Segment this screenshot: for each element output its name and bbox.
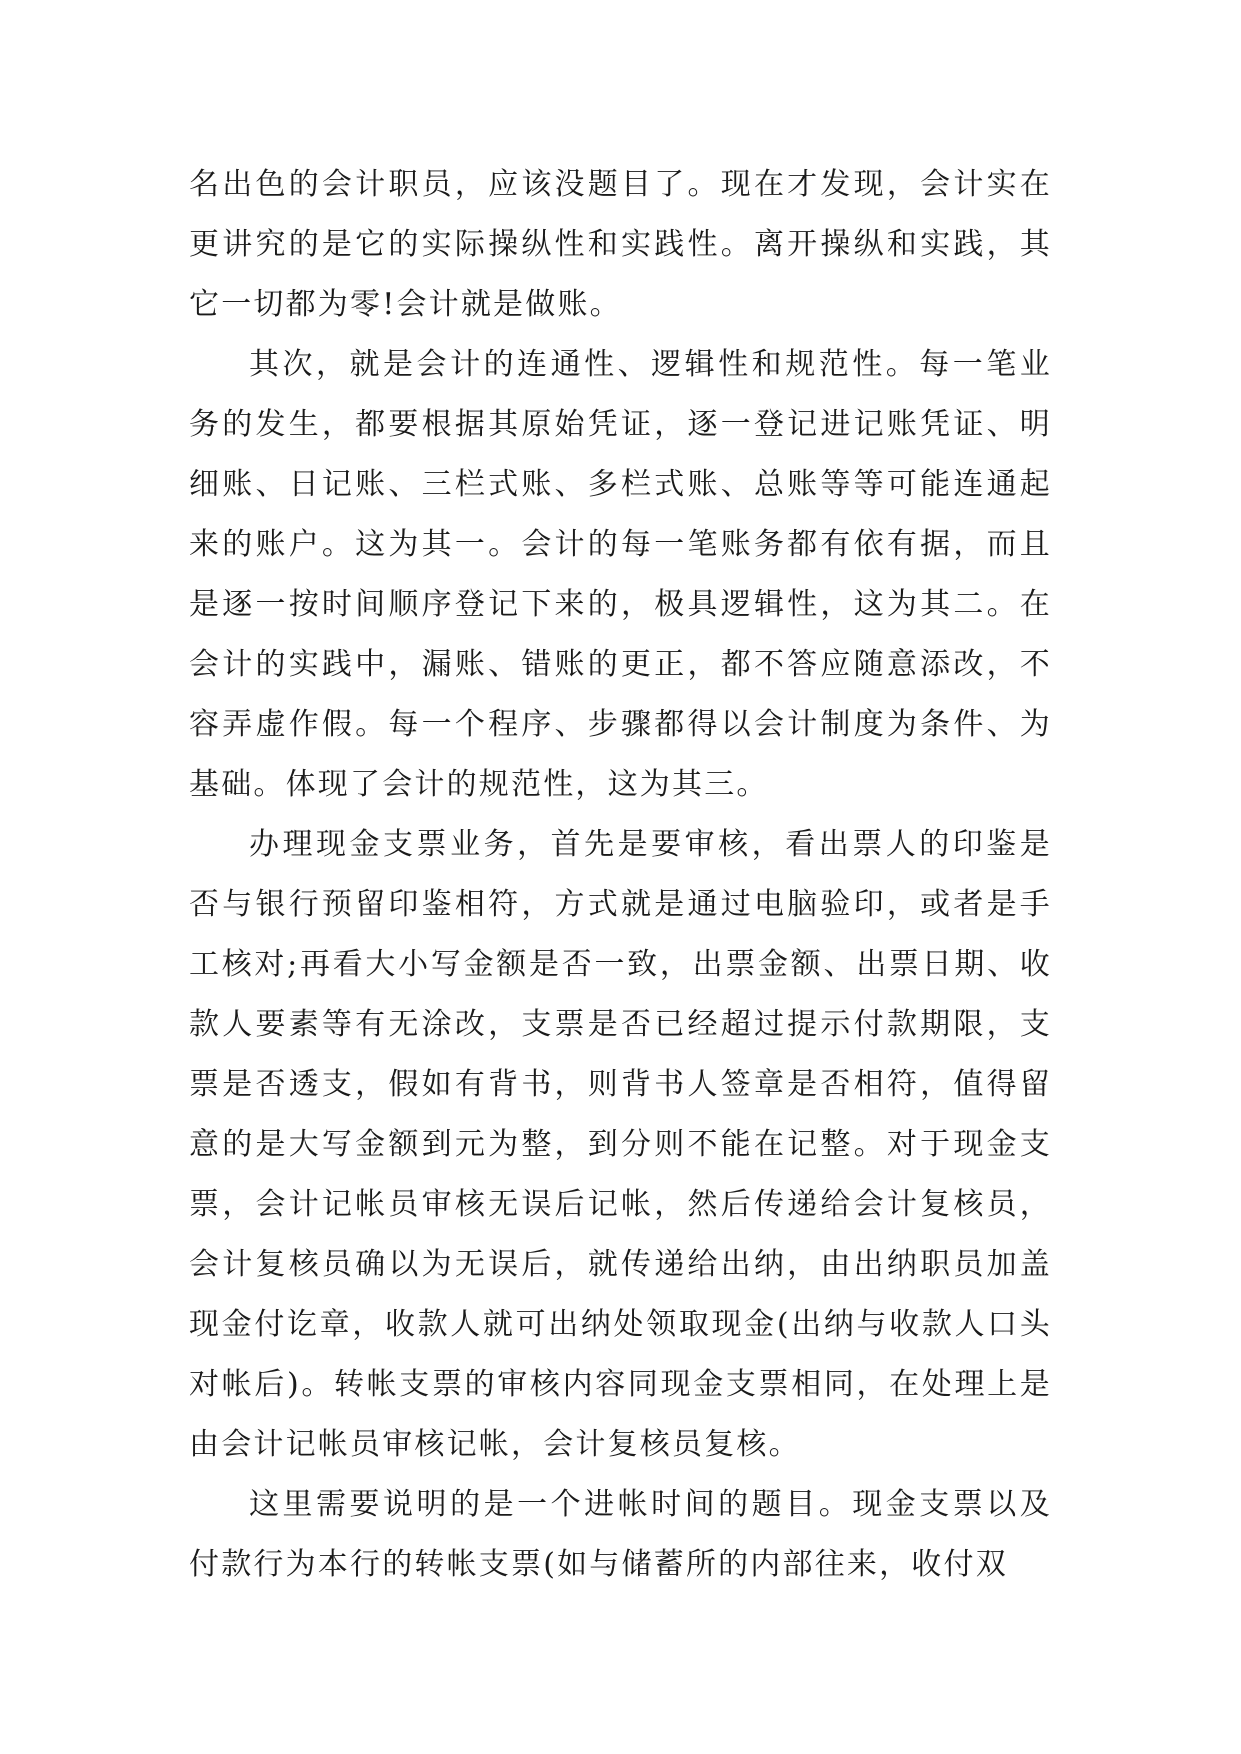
- paragraph-accounting-properties: 其次，就是会计的连通性、逻辑性和规范性。每一笔业务的发生，都要根据其原始凭证，逐一登记进记账凭证、明细账、日记账、三栏式账、多栏式账、总账等等可能连通起来的账户。这为其一。会计的每一笔账务都有依有据，而且是逐一按时间顺序登记下来的，极具逻辑性，这为其二。在会计的实践中，漏账、错账的更正，都不答应随意添改，不容弄虚作假。每一个程序、步骤都得以会计制度为条件、为基础。体现了会计的规范性，这为其三。: [189, 347, 1052, 802]
- paragraph-continuation: 名出色的会计职员，应该没题目了。现在才发现，会计实在更讲究的是它的实际操纵性和实践性。离开操纵和实践，其它一切都为零!会计就是做账。: [189, 167, 1052, 322]
- paragraph-cash-check-process: 办理现金支票业务，首先是要审核，看出票人的印鉴是否与银行预留印鉴相符，方式就是通过电脑验印，或者是手工核对;再看大小写金额是否一致，出票金额、出票日期、收款人要素等有无涂改，支票是否已经超过提示付款期限，支票是否透支，假如有背书，则背书人签章是否相符，值得留意的是大写金额到元为整，到分则不能在记整。对于现金支票，会计记帐员审核无误后记帐，然后传递给会计复核员，会计复核员确以为无误后，就传递给出纳，由出纳职员加盖现金付讫章，收款人就可出纳处领取现金(出纳与收款人口头对帐后)。转帐支票的审核内容同现金支票相同，在处理上是由会计记帐员审核记帐，会计复核员复核。: [189, 827, 1052, 1462]
- document-body: [189, 155, 1052, 1595]
- paragraph-posting-time: 这里需要说明的是一个进帐时间的题目。现金支票以及付款行为本行的转帐支票(如与储蓄所的内部往来，收付双: [189, 1487, 1052, 1582]
